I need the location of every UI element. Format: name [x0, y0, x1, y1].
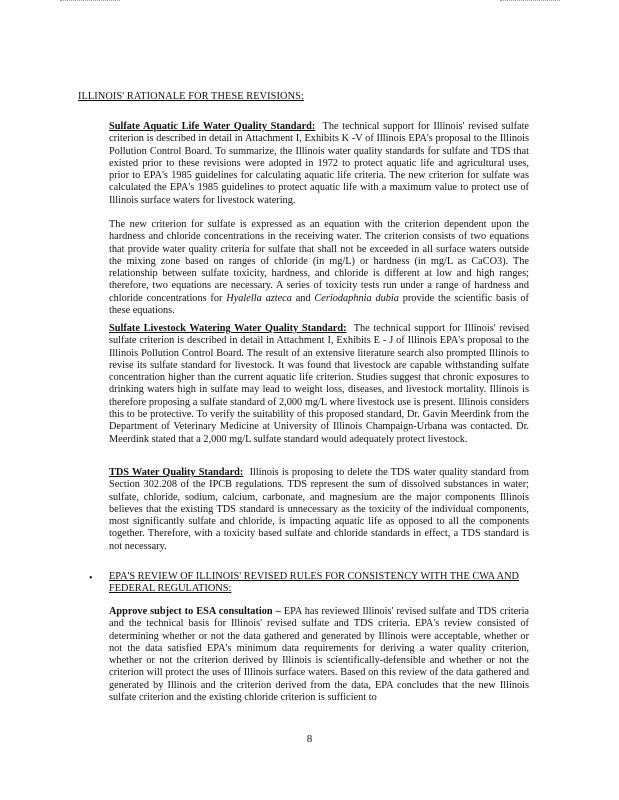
section-heading: ILLINOIS' RATIONALE FOR THESE REVISIONS: — [78, 91, 304, 102]
bullet-marker: • — [89, 573, 93, 584]
paragraph-sulfate-livestock — [109, 323, 529, 446]
paragraph-lead: TDS Water Quality Standard: — [109, 467, 244, 478]
paragraph-text: The technical support for Illinois' revised sulfate criterion is described in detail in Attachment I, Exhibits K -V of Illinois EPA's proposal to the Illinois Pollution Control Board. To summarize, the Illinois water quality standards for sulfate and TDS that existed prior to these revisions were adopted in 1972 to protect aquatic life and agricultural uses, prior to EPA's 1985 guidelines for calculating aquatic life criteria. The new criterion for sulfate was calculated the EPA's 1985 guidelines to protect aquatic life with a maximum value to protect use of Illinois surface waters for livestock watering. — [109, 121, 529, 206]
paragraph-lead: Approve subject to ESA consultation – — [109, 606, 281, 617]
scan-artifact — [60, 0, 120, 3]
scan-artifact — [500, 0, 560, 3]
paragraph-text: EPA has reviewed Illinois' revised sulfate and TDS criteria and the technical basis for Illinois' revised sulfate and TDS criteria. EPA's review consisted of determining whether or not the data gathered and generated by Illinois were acceptable, whether or not the data satisfied EPA's minimum data requirements for deriving a water quality criterion, whether or not the criterion derived by Illinois is scientifically-defensible and whether or not the criterion will protect the uses of Illinois surface waters. Based on this review of the data gathered and generated by Illinois and the criterion derived from the data, EPA concludes that the new Illinois sulfate criterion and the existing chloride criterion is sufficient to — [109, 606, 529, 704]
paragraph-text: The new criterion for sulfate is expressed as an equation with the criterion dependent upon the hardness and chloride concentrations in the receiving water. The criterion consists of two equations that provide water quality criteria for sulfate that shall not be exceeded in all surface waters outside the mixing zone based on ranges of chloride (in mg/L) or hardness (in mg/L as CaCO3). The relationship between sulfate toxicity, hardness, and chloride is different at low and high ranges; therefore, two equations are necessary. A series of toxicity tests run under a range of hardness and chloride concentrations for — [109, 219, 529, 304]
page-number: 8 — [306, 733, 313, 745]
paragraph-approve — [109, 606, 529, 704]
conjunction-text: and — [295, 292, 311, 304]
species-name: Hyalella azteca — [226, 292, 292, 304]
paragraph-text: Illinois is proposing to delete the TDS water quality standard from Section 302.208 of the IPCB regulations. TDS represent the sum of dissolved substances in water; sulfate, chloride, sodium, calcium, carbonate, and magnesium are the major components Illinois believes that the existing TDS standard is unnecessary as the toxicity of the individual components, most significantly sulfate and chloride, is impacting aquatic life as opposed to all the components together. Therefore, with a toxicity based sulfate and chloride standards in effect, a TDS standard is not necessary. — [109, 467, 529, 552]
species-name: Ceriodaphnia dubia — [314, 292, 399, 304]
bullet-heading: EPA'S REVIEW OF ILLINOIS' REVISED RULES FOR CONSISTENCY WITH THE CWA AND FEDERAL REGULATIONS: — [109, 571, 519, 595]
paragraph-new-criterion — [109, 219, 529, 317]
paragraph-text: The technical support for Illinois' revised sulfate criterion is described in detail in Attachment I, Exhibits E - J of Illinois EPA's proposal to the Illinois Pollution Control Board. The result of an extensive literature search also prompted Illinois to revise its sulfate standard for livestock. It was found that livestock are capable withstanding sulfate concentration higher than the current aquatic life criterion. Studies suggest that chronic exposures to drinking waters high in sulfate may lead to weight loss, diseases, and livestock mortality. Illinois is therefore proposing a sulfate standard of 2,000 mg/L where livestock use is present. Illinois considers this to be protective. To verify the suitability of this proposed standard, Dr. Gavin Meerdink from the Department of Veterinary Medicine at University of Illinois Champaign-Urbana was contacted. Dr. Meerdink stated that a 2,000 mg/L sulfate standard would adequately protect livestock. — [109, 323, 529, 445]
paragraph-sulfate-aquatic — [109, 121, 529, 207]
paragraph-lead: Sulfate Aquatic Life Water Quality Standard: — [109, 121, 316, 132]
paragraph-text: provide the scientific basis of these equations. — [109, 292, 529, 317]
paragraph-lead: Sulfate Livestock Watering Water Quality Standard: — [109, 323, 347, 334]
paragraph-tds — [109, 467, 529, 553]
